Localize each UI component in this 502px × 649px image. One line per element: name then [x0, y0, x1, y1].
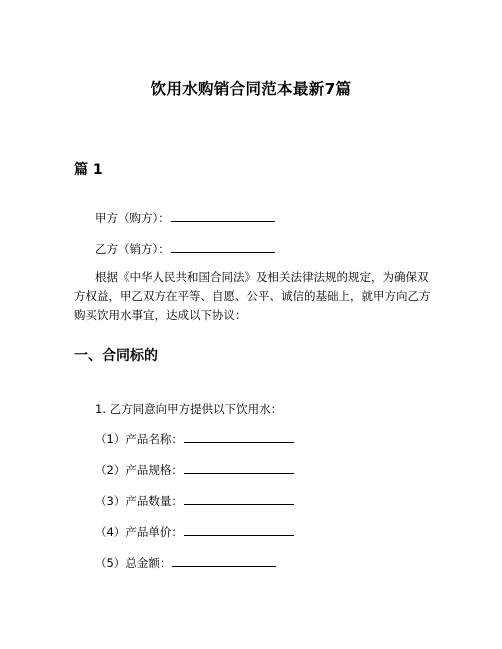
party-a-label: 甲方（购方）：: [95, 211, 170, 225]
item-label: （3）产品数量：: [95, 494, 183, 508]
item-blank: [172, 555, 276, 567]
item-unit-price: [95, 524, 294, 541]
document-title: 饮用水购销合同范本最新7篇: [150, 80, 352, 98]
party-b-label: 乙方（销方）：: [95, 242, 170, 256]
party-b-blank: [171, 241, 275, 253]
item-blank: [184, 431, 294, 443]
item-label: （2）产品规格：: [95, 463, 183, 477]
item-blank: [184, 524, 294, 536]
party-a-blank: [171, 210, 275, 222]
party-a-line: [95, 210, 275, 227]
item-label: （5）总金额：: [95, 556, 172, 570]
item-blank: [184, 493, 294, 505]
clause-1: 1. 乙方同意向甲方提供以下饮用水：: [95, 402, 283, 416]
item-label: （4）产品单价：: [95, 525, 183, 539]
item-product-name: [95, 431, 294, 448]
section-heading: 篇 1: [74, 162, 103, 178]
item-product-spec: [95, 462, 294, 479]
item-product-quantity: [95, 493, 294, 510]
party-b-line: [95, 241, 275, 258]
item-total-amount: [95, 555, 276, 572]
intro-text: 根据《中华人民共和国合同法》及相关法律法规的规定，为确保双方权益，甲乙双方在平等、自愿、公平、诚信的基础上，就甲方向乙方购买饮用水事宜，达成以下协议：: [74, 270, 431, 322]
item-blank: [184, 462, 294, 474]
intro-paragraph: [74, 268, 434, 325]
article-1-heading: 一、合同标的: [74, 348, 158, 364]
item-label: （1）产品名称：: [95, 432, 183, 446]
